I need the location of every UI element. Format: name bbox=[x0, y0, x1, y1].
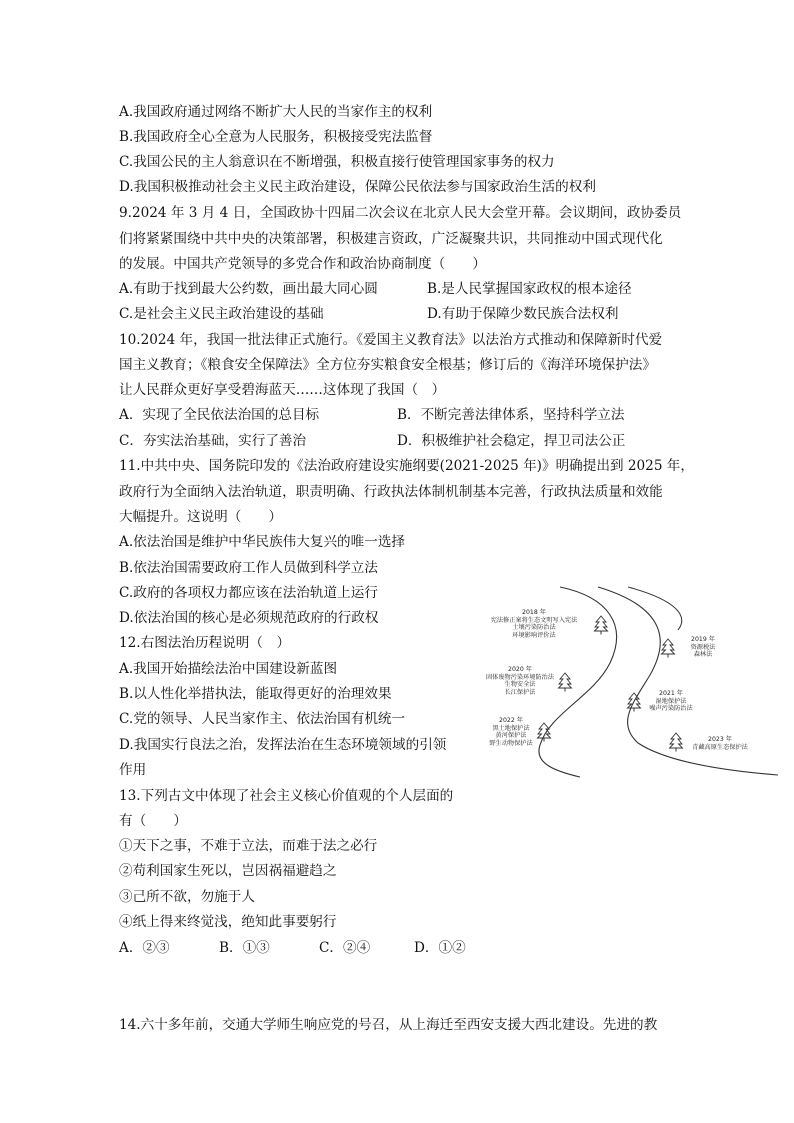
q11-stem-line1: 11.中共中央、国务院印发的《法治政府建设实施纲要(2021-2025 年)》明确提出到 2025 年， bbox=[119, 458, 694, 474]
timeline-2023-law1: 青藏高原生态保护法 bbox=[692, 743, 748, 751]
timeline-2021-law2: 噪声污染防治法 bbox=[649, 705, 693, 713]
timeline-2019-law1: 资源税法 bbox=[690, 643, 716, 651]
timeline-2019-year: 2019 年 bbox=[691, 636, 715, 643]
q13-option-c: C．②④ bbox=[319, 940, 371, 956]
q10-option-d: D．积极维护社会稳定，捍卫司法公正 bbox=[397, 433, 626, 449]
timeline-2020-law1: 固体废物污染环境防治法 bbox=[485, 673, 555, 681]
q10-stem-line2: 国主义教育；《粮食安全保障法》全方位夯实粮食安全根基；修订后的《海洋环境保护法》 bbox=[119, 357, 656, 373]
q10-option-c: C．夯实法治基础，实行了善治 bbox=[119, 433, 307, 449]
q13-stem-line2: 有（ ） bbox=[119, 813, 187, 829]
timeline-2018 bbox=[484, 609, 584, 639]
q13-item-3: ③己所不欲，勿施于人 bbox=[119, 889, 255, 905]
q11-option-b: B.依法治国需要政府工作人员做到科学立法 bbox=[119, 560, 378, 576]
q9-stem-line2: 们将紧紧围绕中共中央的决策部署，积极建言资政，广泛凝聚共识，共同推动中国式现代化 bbox=[119, 231, 663, 247]
q12-option-d-cont: 作用 bbox=[119, 762, 147, 778]
q10-stem-line1: 10.2024 年，我国一批法律正式施行。《爱国主义教育法》以法治方式推动和保障新时代爱 bbox=[119, 332, 663, 348]
q10-option-a: A．实现了全民依法治国的总目标 bbox=[119, 407, 320, 423]
tree-icon bbox=[626, 692, 642, 712]
timeline-2021 bbox=[642, 690, 700, 713]
q13-item-2: ②苟利国家生死以，岂因祸福避趋之 bbox=[119, 863, 337, 879]
q9-option-a: A.有助于找到最大公约数，画出最大同心圆 bbox=[119, 281, 378, 297]
timeline-2019-law2: 森林法 bbox=[693, 651, 713, 659]
timeline-2023 bbox=[686, 736, 754, 751]
timeline-2022-law3: 野生动物保护法 bbox=[489, 739, 533, 747]
q11-stem-line2: 政府行为全面纳入法治轨道，职责明确、行政执法体制机制基本完善，行政执法质量和效能 bbox=[119, 484, 663, 500]
tree-icon bbox=[660, 638, 676, 658]
timeline-2018-law2: 土壤污染防治法 bbox=[512, 624, 556, 632]
q14-stem-line1: 14.六十多年前，交通大学师生响应党的号召，从上海迁至西安支援大西北建设。先进的教 bbox=[119, 1017, 658, 1033]
q8-option-c: C.我国公民的主人翁意识在不断增强，积极直接行使管理国家事务的权力 bbox=[119, 154, 555, 170]
q11-option-c: C.政府的各项权力都应该在法治轨道上运行 bbox=[119, 585, 378, 601]
q9-option-b: B.是人民掌握国家政权的根本途径 bbox=[427, 281, 632, 297]
timeline-2018-year: 2018 年 bbox=[522, 609, 546, 616]
q9-stem-line1: 9.2024 年 3 月 4 日，全国政协十四届二次会议在北京人民大会堂开幕。会议期间，政协委员 bbox=[119, 205, 682, 221]
timeline-2022-law2: 黄河保护法 bbox=[495, 732, 527, 740]
timeline-2020-law2: 生物安全法 bbox=[504, 681, 536, 689]
tree-icon bbox=[557, 672, 573, 692]
q13-option-a: A．②③ bbox=[119, 940, 170, 956]
q8-option-a: A.我国政府通过网络不断扩大人民的当家作主的权利 bbox=[119, 104, 433, 120]
timeline-2020-law3: 长江保护法 bbox=[504, 688, 536, 696]
tree-icon bbox=[536, 722, 552, 742]
timeline-2022-law1: 黑土地保护法 bbox=[492, 724, 530, 732]
q13-option-d: D．①② bbox=[414, 940, 466, 956]
q10-stem-line3: 让人民群众更好享受碧海蓝天……这体现了我国（ ） bbox=[119, 382, 446, 398]
q11-stem-line3: 大幅提升。这说明（ ） bbox=[119, 509, 283, 525]
q12-option-a: A.我国开始描绘法治中国建设新蓝图 bbox=[119, 661, 338, 677]
q12-option-d: D.我国实行良法之治，发挥法治在生态环境领域的引领 bbox=[119, 737, 447, 753]
timeline-2021-law1: 湿地保护法 bbox=[655, 697, 687, 705]
q10-option-b: B．不断完善法律体系，坚持科学立法 bbox=[397, 407, 625, 423]
q9-option-d: D.有助于保障少数民族合法权利 bbox=[427, 306, 619, 322]
q9-option-c: C.是社会主义民主政治建设的基础 bbox=[119, 306, 324, 322]
q12-option-c: C.党的领导、人民当家作主、依法治国有机统一 bbox=[119, 711, 406, 727]
timeline-2018-law3: 环境影响评价法 bbox=[512, 631, 556, 639]
timeline-2023-year: 2023 年 bbox=[708, 736, 732, 743]
q11-option-a: A.依法治国是维护中华民族伟大复兴的唯一选择 bbox=[119, 534, 406, 550]
q9-stem-line3: 的发展。中国共产党领导的多党合作和政治协商制度（ ） bbox=[119, 256, 487, 272]
timeline-2019 bbox=[678, 636, 728, 659]
q13-item-4: ④纸上得来终觉浅，绝知此事要躬行 bbox=[119, 914, 337, 930]
road-right-edge-upper bbox=[628, 587, 682, 630]
q11-option-d: D.依法治国的核心是必须规范政府的行政权 bbox=[119, 610, 379, 626]
q13-option-b: B．①③ bbox=[219, 940, 270, 956]
timeline-2018-law1: 宪法修正案将生态文明写入宪法 bbox=[490, 616, 578, 624]
q12-stem: 12.右图法治历程说明（ ） bbox=[119, 635, 291, 651]
q12-option-b: B.以人性化举措执法，能取得更好的治理效果 bbox=[119, 686, 392, 702]
timeline-2022-year: 2022 年 bbox=[499, 717, 523, 724]
timeline-2020 bbox=[476, 666, 564, 696]
timeline-2021-year: 2021 年 bbox=[659, 690, 683, 697]
tree-icon bbox=[593, 615, 609, 635]
tree-icon bbox=[668, 732, 684, 752]
q8-option-d: D.我国积极推动社会主义民主政治建设，保障公民依法参与国家政治生活的权利 bbox=[119, 179, 596, 195]
q8-option-b: B.我国政府全心全意为人民服务，积极接受宪法监督 bbox=[119, 129, 433, 145]
q13-item-1: ①天下之事，不难于立法，而难于法之必行 bbox=[119, 838, 378, 854]
timeline-2020-year: 2020 年 bbox=[508, 666, 532, 673]
timeline-2022 bbox=[483, 717, 539, 747]
q13-stem-line1: 13.下列古文中体现了社会主义核心价值观的个人层面的 bbox=[119, 788, 454, 804]
